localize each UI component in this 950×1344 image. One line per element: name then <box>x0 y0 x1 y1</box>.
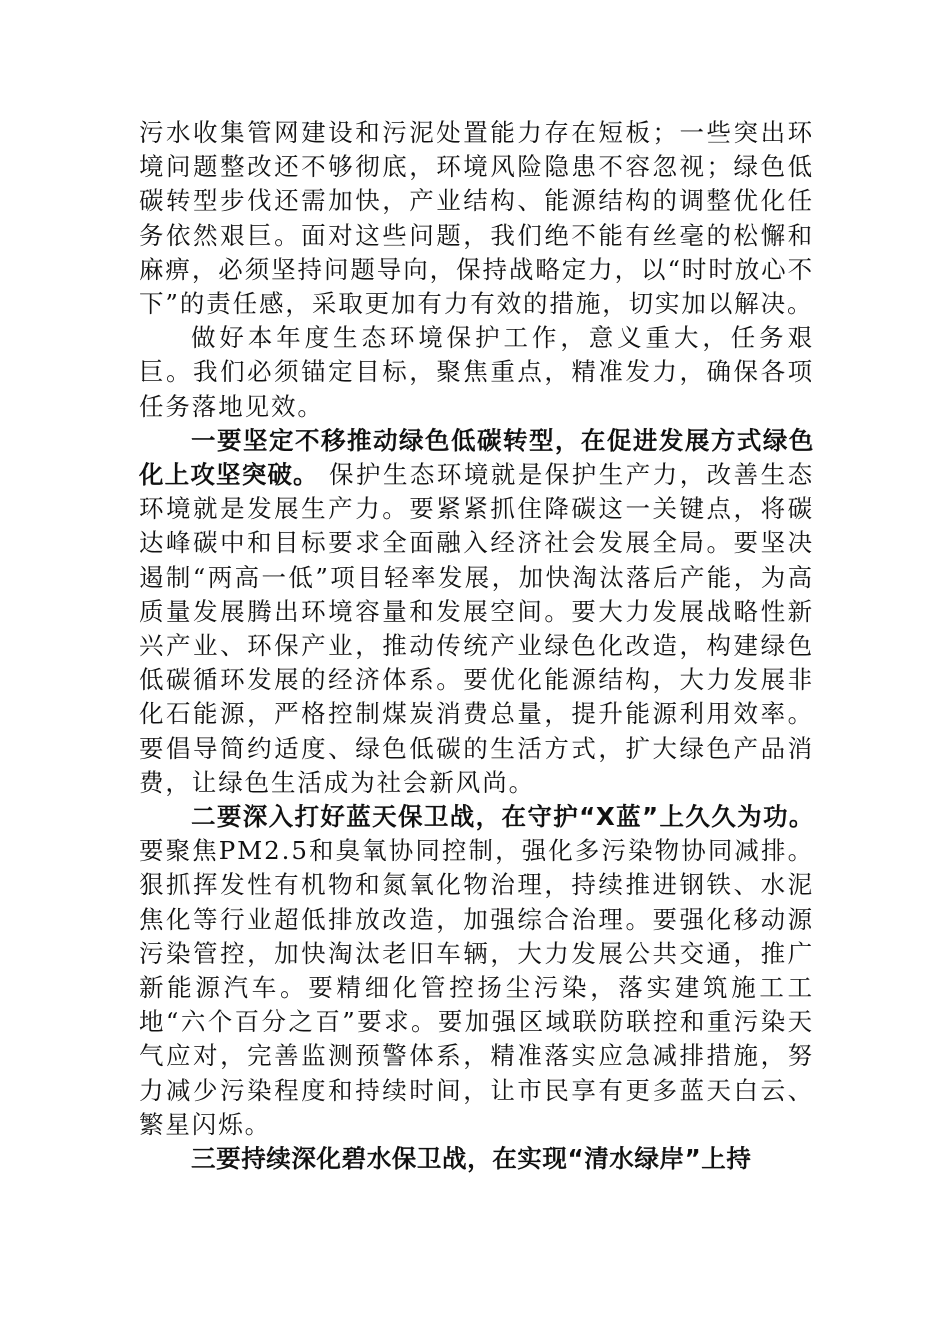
paragraph-clear-water <box>139 1142 814 1176</box>
paragraph-text: 保护生态环境就是保护生产力，改善生态环境就是发展生产力。要紧紧抓住降碳这一关键点，将碳达峰碳中和目标要求全面融入经济社会发展全局。要坚决遏制“两高一低”项目轻率发展，加快淘汰落后产能，为高质量发展腾出环境容量和发展空间。要大力发展战略性新兴产业、环保产业，推动传统产业绿色化改造，构建绿色低碳循环发展的经济体系。要优化能源结构，大力发展非化石能源，严格控制煤炭消费总量，提升能源利用效率。要倡导简约适度、绿色低碳的生活方式，扩大绿色产品消费，让绿色生活成为社会新风尚。 <box>139 460 814 797</box>
paragraph-overview <box>139 321 814 424</box>
paragraph-text: 污水收集管网建设和污泥处置能力存在短板；一些突出环境问题整改还不够彻底，环境风险隐患不容忽视；绿色低碳转型步伐还需加快，产业结构、能源结构的调整优化任务依然艰巨。面对这些问题，我们绝不能有丝毫的松懈和麻痹，必须坚持问题导向，保持战略定力，以“时时放心不下”的责任感，采取更加有力有效的措施，切实加以解决。 <box>139 118 814 319</box>
paragraph-text: 做好本年度生态环境保护工作，意义重大，任务艰巨。我们必须锚定目标，聚焦重点，精准发力，确保各项任务落地见效。 <box>139 323 814 421</box>
section-heading-2: 二要深入打好蓝天保卫战，在守护“X蓝”上久久为功。 <box>191 802 814 832</box>
document-body <box>139 116 814 1176</box>
section-heading-1: 一要坚定不移推动绿色低碳转型，在促进发展方式绿色化上攻坚突破。 <box>139 425 814 490</box>
paragraph-problems <box>139 116 814 321</box>
paragraph-blue-sky <box>139 800 814 1142</box>
paragraph-text: 要聚焦PM2.5和臭氧协同控制，强化多污染物协同减排。狠抓挥发性有机物和氮氧化物治理，持续推进钢铁、水泥焦化等行业超低排放改造，加强综合治理。要强化移动源污染管控，加快淘汰老旧车辆，大力发展公共交通，推广新能源汽车。要精细化管控扬尘污染，落实建筑施工工地“六个百分之百”要求。要加强区域联防联控和重污染天气应对，完善监测预警体系，精准落实应急减排措施，努力减少污染程度和持续时间，让市民享有更多蓝天白云、繁星闪烁。 <box>139 836 814 1139</box>
paragraph-green-transition <box>139 424 814 800</box>
section-heading-3: 三要持续深化碧水保卫战，在实现“清水绿岸”上持 <box>191 1144 752 1174</box>
